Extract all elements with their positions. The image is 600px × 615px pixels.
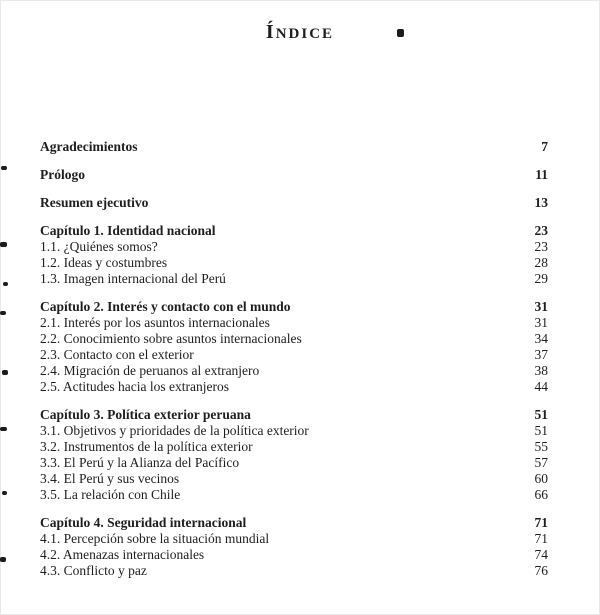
toc-entry-page-number: 28 <box>534 255 548 270</box>
toc-entry-page-number: 37 <box>534 347 548 362</box>
toc-sub-entry <box>40 271 548 287</box>
toc-list <box>0 139 600 579</box>
toc-sub-entry <box>40 315 548 331</box>
toc-entry-text: 2.3. Contacto con el exterior <box>40 347 194 362</box>
toc-entry-page-number: 71 <box>534 531 548 546</box>
toc-sub-entry <box>40 363 548 379</box>
ink-speck <box>1 166 7 170</box>
toc-chapter-entry <box>40 223 548 239</box>
toc-sub-entry <box>40 255 548 271</box>
toc-entry-text: 2.1. Interés por los asuntos internacionales <box>40 315 270 330</box>
toc-sub-entry <box>40 347 548 363</box>
toc-entry-page-number: 29 <box>534 271 548 286</box>
toc-entry-text: Capítulo 4. Seguridad internacional <box>40 515 247 530</box>
toc-entry-page-number: 51 <box>534 407 548 422</box>
ink-speck <box>0 311 6 315</box>
toc-entry-page-number: 71 <box>534 515 548 530</box>
toc-entry-page-number: 34 <box>534 331 548 346</box>
toc-entry-text: 3.4. El Perú y sus vecinos <box>40 471 180 486</box>
toc-entry-page-number: 7 <box>541 139 548 154</box>
toc-entry-page-number: 44 <box>534 379 548 394</box>
toc-entry-text: Capítulo 1. Identidad nacional <box>40 223 216 238</box>
toc-entry-text: Agradecimientos <box>40 139 138 154</box>
toc-entry-text: Capítulo 2. Interés y contacto con el mundo <box>40 299 291 314</box>
toc-sub-entry <box>40 331 548 347</box>
toc-entry-text: 4.3. Conflicto y paz <box>40 563 147 578</box>
toc-entry-text: 3.1. Objetivos y prioridades de la política exterior <box>40 423 309 438</box>
toc-entry-text: 1.1. ¿Quiénes somos? <box>40 239 158 254</box>
toc-entry-text: Prólogo <box>40 167 85 182</box>
toc-entry-page-number: 60 <box>534 471 548 486</box>
toc-sub-entry <box>40 239 548 255</box>
toc-entry-text: 1.2. Ideas y costumbres <box>40 255 168 270</box>
toc-sub-entry <box>40 487 548 503</box>
ink-speck <box>2 491 7 495</box>
toc-entry-text: 2.4. Migración de peruanos al extranjero <box>40 363 260 378</box>
toc-entry-page-number: 31 <box>534 299 548 314</box>
toc-entry-text: 2.2. Conocimiento sobre asuntos internacionales <box>40 331 302 346</box>
toc-sub-entry <box>40 439 548 455</box>
toc-chapter-entry <box>40 299 548 315</box>
toc-entry-page-number: 13 <box>534 195 548 210</box>
ink-speck <box>3 282 8 286</box>
ink-speck <box>0 242 7 247</box>
ink-speck <box>2 370 8 375</box>
toc-sub-entry <box>40 471 548 487</box>
toc-entry-page-number: 57 <box>534 455 548 470</box>
ink-speck <box>397 29 404 37</box>
toc-sub-entry <box>40 531 548 547</box>
toc-entry-page-number: 23 <box>534 239 548 254</box>
toc-entry-text: Capítulo 3. Política exterior peruana <box>40 407 251 422</box>
toc-entry-text: 3.5. La relación con Chile <box>40 487 181 502</box>
toc-chapter-entry <box>40 195 548 211</box>
toc-entry-page-number: 11 <box>535 167 548 182</box>
toc-sub-entry <box>40 547 548 563</box>
toc-entry-page-number: 66 <box>534 487 548 502</box>
toc-entry-page-number: 31 <box>534 315 548 330</box>
toc-sub-entry <box>40 423 548 439</box>
toc-chapter-entry <box>40 139 548 155</box>
toc-chapter-entry <box>40 515 548 531</box>
toc-sub-entry <box>40 563 548 579</box>
page-title: ÍNDICE <box>265 21 335 43</box>
ink-speck <box>0 427 7 431</box>
toc-entry-text: 3.2. Instrumentos de la política exterior <box>40 439 253 454</box>
toc-chapter-entry <box>40 407 548 423</box>
toc-entry-page-number: 51 <box>534 423 548 438</box>
toc-entry-text: 2.5. Actitudes hacia los extranjeros <box>40 379 229 394</box>
toc-entry-page-number: 76 <box>534 563 548 578</box>
toc-sub-entry <box>40 455 548 471</box>
toc-entry-text: 4.2. Amenazas internacionales <box>40 547 205 562</box>
toc-entry-text: Resumen ejecutivo <box>40 195 149 210</box>
toc-entry-page-number: 74 <box>534 547 548 562</box>
toc-entry-text: 4.1. Percepción sobre la situación mundial <box>40 531 270 546</box>
toc-entry-text: 3.3. El Perú y la Alianza del Pacífico <box>40 455 240 470</box>
toc-entry-page-number: 23 <box>534 223 548 238</box>
ink-speck <box>0 557 6 562</box>
toc-chapter-entry <box>40 167 548 183</box>
toc-entry-page-number: 38 <box>534 363 548 378</box>
toc-sub-entry <box>40 379 548 395</box>
toc-entry-page-number: 55 <box>534 439 548 454</box>
toc-entry-text: 1.3. Imagen internacional del Perú <box>40 271 226 286</box>
